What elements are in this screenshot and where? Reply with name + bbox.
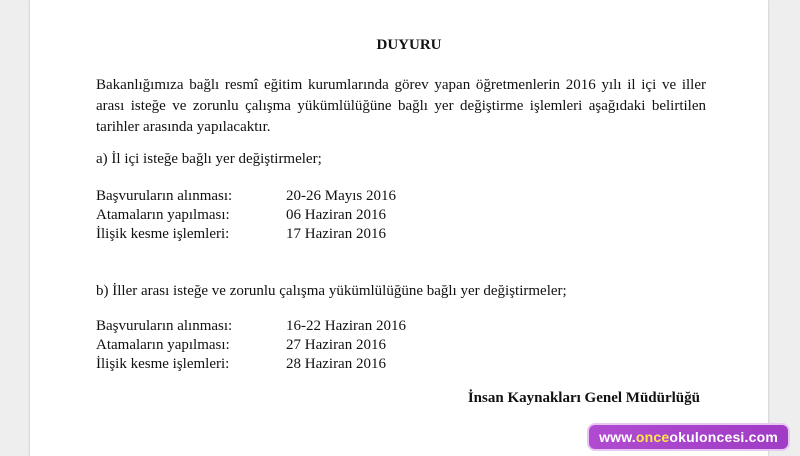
- section-b-row: [96, 356, 386, 373]
- row-value: 20-26 Mayıs 2016: [286, 188, 396, 204]
- row-label: Başvuruların alınması:: [96, 188, 233, 204]
- signature: İnsan Kaynakları Genel Müdürlüğü: [467, 390, 700, 406]
- row-label: İlişik kesme işlemleri:: [96, 356, 230, 372]
- section-a-row: [96, 188, 396, 205]
- watermark-suffix: okuloncesi.com: [669, 429, 778, 445]
- row-label: Başvuruların alınması:: [96, 318, 233, 334]
- row-label: Atamaların yapılması:: [96, 337, 230, 353]
- row-value: 17 Haziran 2016: [286, 226, 386, 242]
- site-watermark: [587, 423, 790, 451]
- row-value: 06 Haziran 2016: [286, 207, 386, 223]
- row-value: 27 Haziran 2016: [286, 337, 386, 353]
- row-label: İlişik kesme işlemleri:: [96, 226, 230, 242]
- section-a-heading: a) İl içi isteğe bağlı yer değiştirmeler;: [96, 151, 322, 167]
- intro-paragraph: Bakanlığımıza bağlı resmî eğitim kurumlarında görev yapan öğretmenlerin 2016 yılı il içi ve iller arası isteğe ve zorunlu çalışma yükümlülüğüne bağlı yer değiştirme işlemleri aşağıdaki belirtilen tarihler arasında yapılacaktır.: [96, 77, 706, 135]
- row-label: Atamaların yapılması:: [96, 207, 230, 223]
- row-value: 16-22 Haziran 2016: [286, 318, 406, 334]
- section-a-row: [96, 207, 386, 224]
- document-title: DUYURU: [376, 37, 442, 53]
- watermark-middle: once: [635, 429, 670, 445]
- watermark-prefix: www.: [599, 429, 636, 445]
- row-value: 28 Haziran 2016: [286, 356, 386, 372]
- section-b-heading: b) İller arası isteğe ve zorunlu çalışma yükümlülüğüne bağlı yer değiştirmeler;: [96, 283, 567, 299]
- document-page: [30, 0, 768, 456]
- section-a-row: [96, 226, 386, 243]
- section-b-row: [96, 337, 386, 354]
- section-b-row: [96, 318, 406, 335]
